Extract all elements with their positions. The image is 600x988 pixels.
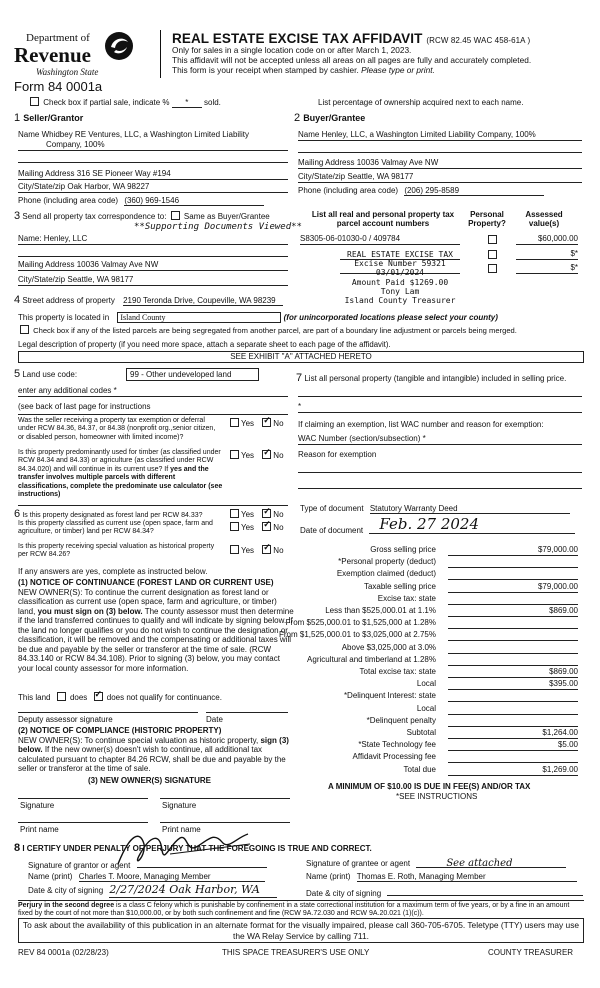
grantee-signature-field[interactable]: See attached <box>416 858 566 868</box>
segregated-label: Check box if any of the listed parcels are being segregated from another parcel, are part of a boundary line adjustment or parcels being merged. <box>33 326 517 335</box>
seller-name-field2[interactable]: Company, 100% <box>46 140 105 149</box>
corr-city-label: City/State/zip <box>18 275 66 284</box>
seller-name-label: Name <box>18 130 40 139</box>
stamp-line3: 03/01/2024 <box>375 268 425 278</box>
calc-label: Gross selling price <box>370 545 436 554</box>
wac-label: WAC Number (section/subsection) <box>298 434 421 443</box>
ownership-note: List percentage of ownership acquired next to each name. <box>318 98 524 107</box>
q1-no-checkbox[interactable] <box>262 418 271 427</box>
section5-num: 5 <box>14 368 21 380</box>
grantor-date-field[interactable]: 2/27/2024 Oak Harbor, WA <box>109 884 277 898</box>
reason-label: Reason for exemption <box>298 450 377 459</box>
notice1-text-c: The county assessor must then determine if the land transferred continues to qualify and will indicate by signing below. If the land no longer qualifies or you do not wish to continue the designation or classification, it will be removed and the compensating or additional taxes will be due and payable by the seller or transferor at the time of sale. (RCW 84.33.140 or RCW 84.34.108). Prior to signing (3) below, you may contact your local county assessor for more information. <box>18 606 294 673</box>
grantor-name-field[interactable]: Charles T. Moore, Managing Member <box>79 872 265 882</box>
perjury-bold: Perjury in the second degree <box>18 902 115 909</box>
exemption-question: Was the seller receiving a property tax exemption or deferral under RCW 84.36, 84.37, or 84.38 (nonprofit org.,senior citizen, or disabled person, homeowner with limited income)? <box>18 417 216 441</box>
parcel-col-header: List all real and personal property tax parcel account numbers <box>311 210 455 229</box>
section3-label: Send all property tax correspondence to: <box>22 212 167 221</box>
section6-divider <box>18 505 288 506</box>
stamp-line5: Tony Lam <box>380 286 420 296</box>
deputy-signature-line[interactable] <box>18 712 198 713</box>
wac-field[interactable]: * <box>422 434 426 443</box>
see-back-note: (see back of last page for instructions <box>18 402 151 411</box>
stamp-line6: Island County Treasurer <box>344 295 456 305</box>
perjury-text: is a class C felony which is punishable by confinement in a state correctional institution for a maximum term of five years, or by a fine in an amount fixed by the court of not more than $10,000.00, or by both such confinement and fine (RCW 9A.72.030 and RCW 9A.20.021 (1)(c)). <box>18 902 570 918</box>
grantor-date-label: Date & city of signing <box>28 886 104 895</box>
header-line3-text: This form is your receipt when stamped by cashier. <box>172 65 359 75</box>
street-field[interactable]: 2190 Teronda Drive, Coupeville, WA 98239 <box>123 296 283 306</box>
notice3-title: (3) NEW OWNER(S) SIGNATURE <box>88 776 211 785</box>
assessed-col-header: Assessed value(s) <box>525 210 563 229</box>
buyer-name-field[interactable]: Henley, LLC, a Washington Limited Liability Company, 100% <box>321 130 536 139</box>
seller-phone-label: Phone (including area code) <box>18 196 119 205</box>
forest-yes-label: Yes <box>241 510 255 519</box>
section4-street-row <box>14 294 283 307</box>
section2-title: Buyer/Grantee <box>303 113 366 123</box>
seller-mailing-label: Mailing Address <box>18 169 75 178</box>
grantor-date-row <box>28 884 277 898</box>
calc-value-field[interactable]: $79,000.00 <box>448 582 578 593</box>
does-not-qualify-checkbox[interactable] <box>94 692 103 701</box>
calc-row <box>300 667 582 678</box>
owner-signature-line2[interactable] <box>160 798 290 799</box>
stamp-line2: Excise Number 59321 <box>354 259 446 269</box>
perjury-notice <box>18 900 584 919</box>
owner-signature-label2: Signature <box>162 801 197 810</box>
calc-value-field[interactable] <box>448 752 578 763</box>
grantor-signature-scribble <box>110 824 260 872</box>
seller-mailing-row <box>18 169 288 180</box>
calc-row <box>300 740 582 751</box>
notice2-title: (2) NOTICE OF COMPLIANCE (HISTORIC PROPERTY) <box>18 726 222 735</box>
section4-num: 4 <box>14 294 21 306</box>
calc-row <box>300 545 582 556</box>
does-label: does <box>69 693 88 702</box>
historic-yes-label: Yes <box>241 546 255 555</box>
current-use-answers <box>228 522 284 532</box>
current-use-no-label: No <box>273 523 284 532</box>
legal-description-value: SEE EXHIBIT "A" ATTACHED HERETO <box>230 352 372 361</box>
land-use-label: Land use code: <box>22 370 78 379</box>
segregated-row <box>18 325 517 336</box>
dept-line1: Department of <box>26 32 90 44</box>
section2-num: 2 <box>294 112 301 124</box>
calc-row <box>300 557 582 568</box>
calc-value-field[interactable] <box>448 643 578 654</box>
owner-signature-line1[interactable] <box>18 798 148 799</box>
notice2-text <box>18 736 294 774</box>
timber-question <box>18 449 223 499</box>
current-use-no-checkbox[interactable] <box>262 522 271 531</box>
calc-label: Taxable selling price <box>363 581 436 591</box>
buyer-city-field[interactable]: Seattle, WA 98177 <box>347 172 414 181</box>
header-line1: Only for sales in a single location code on or after March 1, 2023. <box>172 45 412 55</box>
section3-num: 3 <box>14 210 21 222</box>
corr-city-field[interactable]: Seattle, WA 98177 <box>67 275 134 284</box>
q1-divider <box>18 414 288 415</box>
buyer-mailing-label: Mailing Address <box>298 158 355 167</box>
calc-value-field[interactable] <box>448 704 578 715</box>
grantee-name-row <box>306 872 577 882</box>
wac-row <box>298 434 582 445</box>
calc-label: Local <box>416 703 436 713</box>
this-land-label: This land <box>18 693 51 702</box>
forest-no-checkbox[interactable] <box>262 509 271 518</box>
timber-question-bold: yes and the transfer involves multiple parcels with different classifications, complete the predominate use calculator (see instructions) <box>18 465 223 498</box>
minimum-note: A MINIMUM OF $10.00 IS DUE IN FEE(S) AND/OR TAX <box>328 782 531 791</box>
seller-city-field[interactable]: Oak Harbor, WA 98227 <box>67 182 150 191</box>
grantor-sig-label: Signature of grantor or agent <box>28 861 131 870</box>
legal-description-box[interactable] <box>18 351 584 363</box>
assessed-value-field[interactable]: $60,000.00 <box>516 234 578 245</box>
if-yes-note: If any answers are yes, complete as instructed below. <box>18 567 208 576</box>
form-title-rcw: (RCW 82.45 WAC 458-61A ) <box>426 36 531 45</box>
seller-city-label: City/State/zip <box>18 182 66 191</box>
calc-value-field[interactable] <box>448 691 578 702</box>
calc-label: Exemption claimed (deduct) <box>336 569 436 579</box>
stamp-line1: REAL ESTATE EXCISE TAX <box>347 250 453 259</box>
doc-type-field[interactable]: Statutory Warranty Deed <box>370 504 570 514</box>
seller-phone-row <box>18 196 288 206</box>
certify-text: I CERTIFY UNDER PENALTY OF PERJURY THAT THE FOREGOING IS TRUE AND CORRECT. <box>22 844 372 853</box>
section7-label: List all personal property (tangible and intangible) included in selling price. <box>304 374 567 383</box>
seller-name-line1 <box>18 150 288 151</box>
owner-print-label1: Print name <box>20 825 59 834</box>
segregated-checkbox[interactable] <box>20 325 29 334</box>
partial-sale-percent[interactable]: * <box>172 98 202 108</box>
calc-value-field[interactable]: $1,269.00 <box>448 765 578 776</box>
doc-date-row <box>300 515 582 535</box>
buyer-name-row <box>298 130 582 139</box>
buyer-phone-row <box>298 186 582 196</box>
section1-title: Seller/Grantor <box>23 113 84 123</box>
calc-value-field[interactable]: $1,264.00 <box>448 728 578 739</box>
assessed-value-field[interactable]: $* <box>516 249 578 260</box>
form-title-text: REAL ESTATE EXCISE TAX AFFIDAVIT <box>172 31 423 46</box>
section5-row <box>14 368 77 381</box>
calc-row <box>300 679 582 690</box>
buyer-name-line1 <box>298 140 582 141</box>
section1-heading <box>14 112 83 125</box>
personal-property-checkbox[interactable] <box>488 250 497 259</box>
parcel-row <box>300 234 582 244</box>
unincorporated-note: (for unincorporated locations please select your county) <box>283 313 498 322</box>
partial-sale-checkbox[interactable] <box>30 97 39 106</box>
section3-heading <box>14 210 270 223</box>
buyer-name-line2 <box>298 152 582 153</box>
buyer-city-row <box>298 172 582 183</box>
doc-type-label: Type of document <box>300 504 364 513</box>
notice2-text-b: sign (3) below. <box>18 736 289 755</box>
current-use-question: Is this property classified as current use (open space, farm and agriculture, or timber) land per RCW 84.34? <box>18 520 213 536</box>
calc-label: *State Technology fee <box>358 740 436 750</box>
section7-row <box>296 372 580 385</box>
calc-label: *Delinquent Interest: state <box>343 691 436 701</box>
reason-line1 <box>298 472 582 473</box>
doc-date-label: Date of document <box>300 526 364 535</box>
grantee-date-label: Date & city of signing <box>306 889 382 898</box>
calc-value-field[interactable]: $869.00 <box>448 606 578 617</box>
owner-print-label2: Print name <box>162 825 201 834</box>
dept-line2: Revenue <box>14 43 91 67</box>
owner-print-line1[interactable] <box>18 822 148 823</box>
continuance-row <box>18 692 222 702</box>
corr-mailing-field[interactable]: 10036 Valmay Ave NW <box>76 260 159 269</box>
personal-property-field[interactable]: * <box>298 402 582 413</box>
personal-col-header: Personal Property? <box>468 210 506 229</box>
doc-date-field[interactable]: Feb. 27 2024 <box>369 516 575 534</box>
owner-print-line2[interactable] <box>160 822 290 823</box>
calc-row <box>300 765 582 776</box>
current-use-yes-checkbox[interactable] <box>230 522 239 531</box>
reason-line2 <box>298 488 582 489</box>
does-qualify-checkbox[interactable] <box>57 692 66 701</box>
partial-sale-row <box>28 97 221 108</box>
notice2-text-a: NEW OWNER(S): To continue special valuation as historic property, <box>18 736 259 745</box>
q1-yes-checkbox[interactable] <box>230 418 239 427</box>
calc-row <box>300 569 582 580</box>
historic-no-label: No <box>273 546 284 555</box>
form-number: Form 84 0001a <box>14 79 103 94</box>
calc-label: Total due <box>403 764 436 774</box>
county-select[interactable]: Island County <box>117 312 281 323</box>
calc-value-field[interactable] <box>448 655 578 666</box>
deputy-signature-label: Deputy assessor signature <box>18 715 113 724</box>
calc-value-field[interactable] <box>448 618 578 629</box>
section6-num: 6 <box>14 508 21 520</box>
forest-yes-checkbox[interactable] <box>230 509 239 518</box>
notice1-text <box>18 588 294 673</box>
accessibility-text: To ask about the availability of this publication in an alternate format for the visually impaired, please call 360-705-6705. Teletype (TTY) users may use the WA Relay Service by calling 711. <box>22 920 580 941</box>
supporting-docs-note: **Supporting Documents Viewed** <box>134 222 302 232</box>
calc-value-field[interactable] <box>448 630 578 641</box>
calc-label: Total excise tax: state <box>359 667 436 676</box>
notice1-text-b: you must sign on (3) below. <box>37 606 143 616</box>
calc-row <box>300 728 582 739</box>
corr-name-row <box>18 234 288 245</box>
forest-answers <box>228 509 284 519</box>
q2-yes-checkbox[interactable] <box>230 450 239 459</box>
footer-space: THIS SPACE TREASURER'S USE ONLY <box>222 948 370 957</box>
header-line2: This affidavit will not be accepted unless all areas on all pages are fully and accurately completed. <box>172 55 532 65</box>
wac-note: If claiming an exemption, list WAC number and reason for exemption: <box>298 420 544 429</box>
personal-property-line1 <box>298 396 582 397</box>
seller-name-field[interactable]: Whidbey RE Ventures, LLC, a Washington Limited Liability <box>41 130 249 139</box>
calc-row <box>300 704 582 715</box>
assessed-value-field[interactable]: $* <box>516 263 578 274</box>
calc-row <box>300 655 582 666</box>
does-not-qualify-label: does not qualify for continuance. <box>106 693 222 702</box>
corr-name-label: Name: <box>18 234 42 243</box>
calc-value-field[interactable]: $869.00 <box>448 667 578 678</box>
land-use-select[interactable]: 99 - Other undeveloped land <box>126 368 259 381</box>
historic-question: Is this property receiving special valuation as historical property per RCW 84.26? <box>18 543 215 559</box>
header-line3-em: Please type or print. <box>361 65 435 75</box>
seller-name-line2 <box>18 162 288 163</box>
partial-sale-sold: sold. <box>204 98 221 107</box>
calc-label: From $525,000.01 to $1,525,000 at 1.28% <box>285 618 436 628</box>
section7-num: 7 <box>296 372 303 384</box>
grantor-name-row <box>28 872 265 882</box>
deputy-date-line[interactable] <box>206 712 288 713</box>
owner-signature-label1: Signature <box>20 801 55 810</box>
calc-row <box>300 582 582 593</box>
calc-label: Local <box>416 679 436 689</box>
stamp-line4: Amount Paid $1269.00 <box>351 277 449 287</box>
historic-no-checkbox[interactable] <box>262 545 271 554</box>
same-as-buyer-label: Same as Buyer/Grantee <box>183 212 270 221</box>
additional-codes-field[interactable]: * <box>113 386 117 395</box>
section8-num: 8 <box>14 842 21 854</box>
q2-no-label: No <box>273 451 284 460</box>
seller-name-row <box>18 130 288 139</box>
corr-city-row <box>18 275 288 286</box>
calc-label: Above $3,025,000 at 3.0% <box>341 642 436 652</box>
grantee-sig-label: Signature of grantee or agent <box>306 859 411 868</box>
calc-label: Subtotal <box>406 728 436 737</box>
q1-yes-label: Yes <box>241 419 255 428</box>
corr-name-field[interactable]: Henley, LLC <box>43 234 88 243</box>
buyer-name-label: Name <box>298 130 320 139</box>
calc-label: *Delinquent penalty <box>366 715 436 725</box>
footer-rev: REV 84 0001a (02/28/23) <box>18 948 109 957</box>
forest-question: Is this property designated as forest land per RCW 84.33? <box>22 512 203 519</box>
footer-county: COUNTY TREASURER <box>488 948 574 957</box>
corr-blank-line <box>18 256 288 257</box>
notice1-title: (1) NOTICE OF CONTINUANCE (FOREST LAND OR CURRENT USE) <box>18 578 274 587</box>
parcel-number-field[interactable]: S8305-06-01030-0 / 409784 <box>300 234 460 245</box>
calc-row <box>300 752 582 763</box>
calc-label: Agricultural and timberland at 1.28% <box>307 654 436 664</box>
grantee-name-label: Name (print) <box>306 872 351 881</box>
additional-codes-row <box>18 386 288 397</box>
calc-value-field[interactable]: $395.00 <box>448 679 578 690</box>
seller-phone-field[interactable]: (360) 969-1546 <box>124 196 264 206</box>
corr-mailing-row <box>18 260 288 271</box>
grantee-sig-row <box>306 858 566 868</box>
seller-city-row <box>18 182 288 193</box>
calc-row <box>300 643 582 654</box>
corr-mailing-label: Mailing Address <box>18 260 75 269</box>
notice2-text-c: If the new owner(s) doesn't wish to continue, all additional tax calculated pursuant to chapter 84.26 RCW, shall be due and payable by the seller or transferor at the time of sale. <box>18 745 286 774</box>
calc-value-field[interactable]: $5.00 <box>448 740 578 751</box>
q2-yes-label: Yes <box>241 451 255 460</box>
q2-answers <box>228 450 284 460</box>
calc-label: *Personal property (deduct) <box>338 557 436 567</box>
legal-label: Legal description of property (if you need more space, attach a separate sheet to each page of the affidavit). <box>18 340 391 349</box>
dor-logo <box>14 30 134 80</box>
located-label: This property is located in <box>18 313 110 322</box>
calc-row <box>300 594 582 605</box>
revenue-swirl-icon <box>104 30 134 62</box>
calc-row <box>300 606 582 617</box>
timber-question-text: Is this property predominantly used for timber (as classified under RCW 84.34 and 84.33) or agriculture (as classified under RCW 84.34.020) and will continue in its current use? If <box>18 449 221 473</box>
buyer-city-label: City/State/zip <box>298 172 346 181</box>
buyer-mailing-row <box>298 158 582 169</box>
buyer-phone-label: Phone (including area code) <box>298 186 399 195</box>
calc-row <box>278 630 582 641</box>
calc-label: Excise tax: state <box>377 593 436 603</box>
calc-label: Less than $525,000.01 at 1.1% <box>325 606 436 615</box>
personal-property-checkbox[interactable] <box>488 264 497 273</box>
buyer-phone-field[interactable]: (206) 295-8589 <box>404 186 544 196</box>
header-divider <box>160 30 161 78</box>
additional-codes-label: enter any additional codes <box>18 386 112 395</box>
section1-num: 1 <box>14 112 21 124</box>
calc-row <box>285 618 582 629</box>
partial-sale-label: Check box if partial sale, indicate % <box>43 98 170 107</box>
calc-value-field[interactable] <box>448 594 578 605</box>
deputy-date-label: Date <box>206 715 223 724</box>
dept-line3: Washington State <box>36 67 99 77</box>
see-instructions-note: *SEE INSTRUCTIONS <box>396 792 478 801</box>
grantor-name-label: Name (print) <box>28 872 73 881</box>
header-line3 <box>172 66 435 76</box>
calc-row <box>300 691 582 702</box>
personal-property-checkbox[interactable] <box>488 235 497 244</box>
treasurer-stamp <box>338 250 462 305</box>
buyer-mailing-field[interactable]: 10036 Valmay Ave NW <box>356 158 439 167</box>
calc-value-field[interactable] <box>448 569 578 580</box>
grantee-date-row <box>306 886 583 898</box>
street-label: Street address of property <box>22 296 115 305</box>
calc-label: Affidavit Processing fee <box>352 752 436 762</box>
section2-heading <box>294 112 365 125</box>
notice1-text-a: NEW OWNER(S): To continue the current designation as forest land or classification as current use (open space, farm and agriculture, or timber) land, <box>18 588 277 616</box>
historic-answers <box>228 545 284 555</box>
calc-row <box>300 716 582 727</box>
seller-mailing-field[interactable]: 316 SE Pioneer Way #194 <box>76 169 171 178</box>
forest-no-label: No <box>273 510 284 519</box>
current-use-yes-label: Yes <box>241 523 255 532</box>
calc-value-field[interactable]: $79,000.00 <box>448 545 578 556</box>
located-row <box>18 312 498 323</box>
q1-no-label: No <box>273 419 284 428</box>
calc-value-field[interactable] <box>448 557 578 568</box>
doc-type-row <box>300 504 582 514</box>
grantee-date-field[interactable] <box>387 886 583 896</box>
accessibility-box <box>18 918 584 943</box>
historic-yes-checkbox[interactable] <box>230 545 239 554</box>
q2-no-checkbox[interactable] <box>262 450 271 459</box>
q1-answers <box>228 418 284 428</box>
calc-value-field[interactable] <box>448 716 578 727</box>
same-as-buyer-checkbox[interactable] <box>171 211 180 220</box>
calc-label: From $1,525,000.01 to $3,025,000 at 2.75% <box>278 630 436 640</box>
grantee-name-field[interactable]: Thomas E. Roth, Managing Member <box>357 872 577 882</box>
